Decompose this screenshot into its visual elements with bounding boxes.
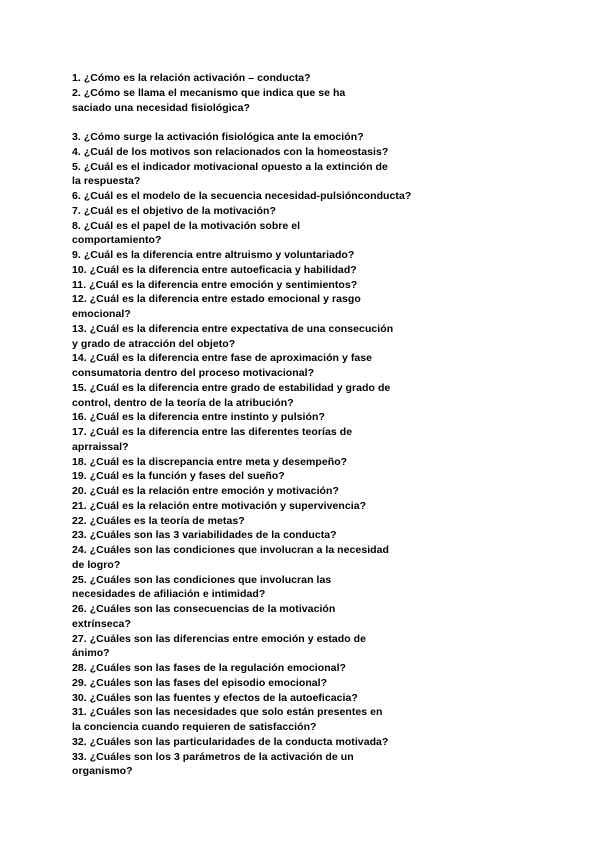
question-item [72, 381, 417, 411]
question-text-line: 26. ¿Cuáles son las consecuencias de la motivación [72, 603, 336, 615]
question-item [72, 632, 417, 662]
question-text-line: 3. ¿Cómo surge la activación fisiológica ante la emoción? [72, 131, 364, 143]
question-text-line: saciado una necesidad fisiológica? [72, 101, 250, 114]
question-text-line: 31. ¿Cuáles son las necesidades que solo están presentes en [72, 706, 383, 719]
question-text-line: 4. ¿Cuál de los motivos son relacionados con la homeostasis? [72, 145, 389, 158]
question-item [72, 528, 417, 543]
question-text-line: 11. ¿Cuál es la diferencia entre emoción y sentimientos? [72, 278, 358, 291]
question-text-line: 7. ¿Cuál es el objetivo de la motivación? [72, 204, 276, 217]
question-item [72, 602, 417, 632]
question-item [72, 573, 417, 603]
question-text-line: ánimo? [72, 647, 110, 660]
question-text-line: consumatoria dentro del proceso motivacional? [72, 367, 315, 379]
question-text-line: 1. ¿Cómo es la relación activación – conducta? [72, 72, 311, 84]
question-text-line: y grado de atracción del objeto? [72, 337, 236, 350]
question-item [72, 189, 417, 204]
question-item [72, 750, 417, 780]
question-item [72, 455, 417, 470]
question-text-line: 17. ¿Cuál es la diferencia entre las diferentes teorías de [72, 426, 353, 438]
question-item [72, 145, 417, 160]
question-item [72, 543, 417, 573]
question-text-line: 28. ¿Cuáles son las fases de la regulación emocional? [72, 662, 346, 674]
question-text-line: 33. ¿Cuáles son los 3 parámetros de la activación de un [72, 750, 354, 763]
question-item [72, 410, 417, 425]
question-text-line: 29. ¿Cuáles son las fases del episodio emocional? [72, 676, 328, 689]
question-text-line: 9. ¿Cuál es la diferencia entre altruismo y voluntariado? [72, 249, 355, 261]
question-text-line: necesidades de afiliación e intimidad? [72, 588, 266, 601]
question-item [72, 661, 417, 676]
question-item [72, 425, 417, 455]
question-item [72, 469, 417, 484]
question-text-line: 2. ¿Cómo se llama el mecanismo que indica que se ha [72, 86, 346, 99]
question-item [72, 499, 417, 514]
question-item [72, 691, 417, 706]
question-text-line: 21. ¿Cuál es la relación entre motivación y supervivencia? [72, 499, 367, 512]
question-text-line: de logro? [72, 558, 121, 571]
question-item [72, 484, 417, 499]
question-item [72, 130, 417, 145]
question-text-line: 24. ¿Cuáles son las condiciones que involucran a la necesidad [72, 544, 389, 556]
question-item [72, 292, 417, 322]
question-text-line: la conciencia cuando requieren de satisfacción? [72, 721, 317, 733]
question-text-line: 18. ¿Cuál es la discrepancia entre meta y desempeño? [72, 455, 348, 468]
question-text-line: 10. ¿Cuál es la diferencia entre autoeficacia y habilidad? [72, 263, 357, 276]
question-item [72, 204, 417, 219]
question-text-line: 27. ¿Cuáles son las diferencias entre emoción y estado de [72, 632, 367, 645]
question-text-line: 13. ¿Cuál es la diferencia entre expectativa de una consecución [72, 322, 394, 335]
question-item [72, 263, 417, 278]
question-text-line: control, dentro de la teoría de la atribución? [72, 396, 294, 409]
question-item [72, 86, 417, 116]
question-item [72, 248, 417, 263]
question-text-line: 15. ¿Cuál es la diferencia entre grado de estabilidad y grado de [72, 381, 391, 394]
question-item [72, 219, 417, 249]
question-text-line: 23. ¿Cuáles son las 3 variabilidades de la conducta? [72, 529, 337, 542]
question-text-line: comportamiento? [72, 234, 162, 247]
question-text-line: 25. ¿Cuáles son las condiciones que involucran las [72, 573, 332, 586]
question-item [72, 160, 417, 190]
question-text-line: emocional? [72, 308, 131, 320]
question-text-line: la respuesta? [72, 175, 141, 188]
question-text-line: 14. ¿Cuál es la diferencia entre fase de aproximación y fase [72, 352, 373, 365]
question-text-line: 6. ¿Cuál es el modelo de la secuencia necesidad-pulsiónconducta? [72, 190, 412, 202]
question-text-line: 8. ¿Cuál es el papel de la motivación sobre el [72, 219, 301, 232]
question-item [72, 705, 417, 735]
question-text-line: extrínseca? [72, 617, 131, 630]
question-text-line: 5. ¿Cuál es el indicador motivacional opuesto a la extinción de [72, 160, 388, 173]
question-text-line: 19. ¿Cuál es la función y fases del sueño? [72, 470, 285, 483]
question-text-line: 30. ¿Cuáles son las fuentes y efectos de la autoeficacia? [72, 691, 358, 704]
question-item [72, 71, 417, 86]
question-text-line: organismo? [72, 765, 133, 778]
question-item [72, 322, 417, 352]
question-item [72, 514, 417, 529]
question-text-line: 32. ¿Cuáles son las particularidades de la conducta motivada? [72, 735, 389, 748]
question-text-line: aprraissal? [72, 440, 129, 453]
question-item [72, 735, 417, 750]
question-item [72, 351, 417, 381]
question-text-line: 12. ¿Cuál es la diferencia entre estado emocional y rasgo [72, 293, 361, 306]
question-list [72, 71, 417, 779]
question-item [72, 278, 417, 293]
question-text-line: 16. ¿Cuál es la diferencia entre instinto y pulsión? [72, 411, 325, 424]
question-item [72, 676, 417, 691]
question-text-line: 20. ¿Cuál es la relación entre emoción y motivación? [72, 485, 339, 497]
question-text-line: 22. ¿Cuáles es la teoría de metas? [72, 514, 245, 527]
